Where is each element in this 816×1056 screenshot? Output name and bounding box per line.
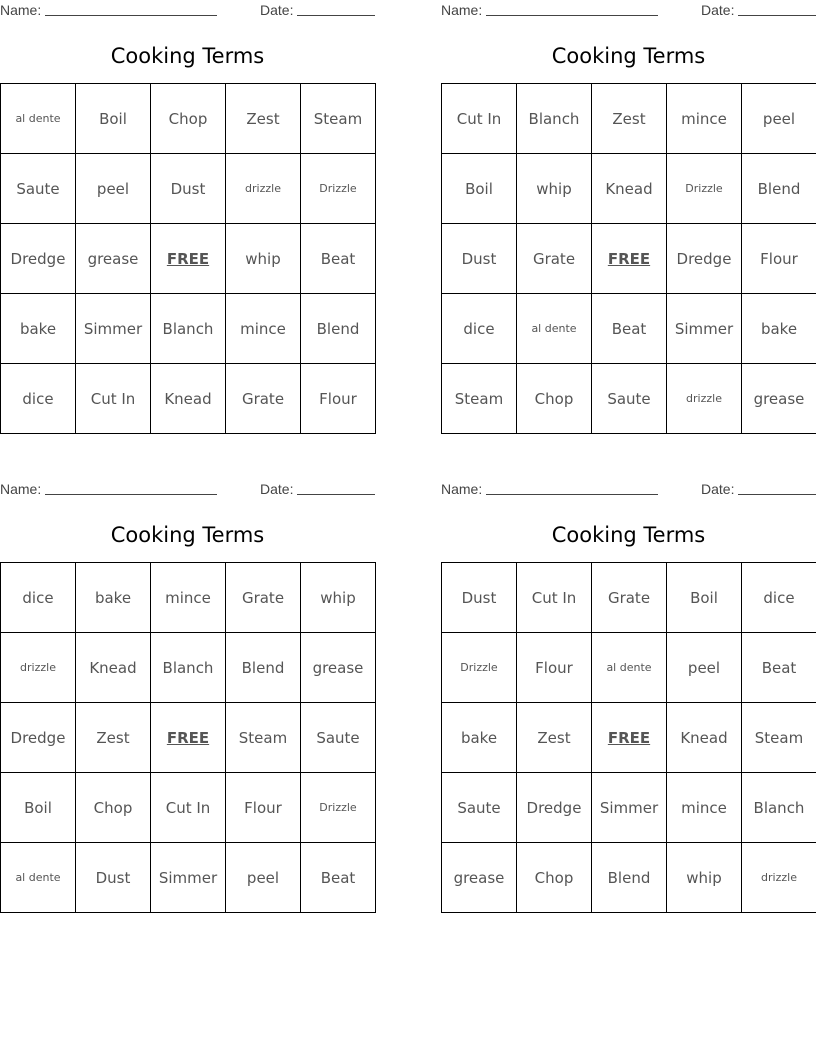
bingo-cell: whip xyxy=(667,843,742,913)
bingo-cell: dice xyxy=(442,294,517,364)
bingo-cell: Beat xyxy=(301,843,376,913)
bingo-cell: Dust xyxy=(442,224,517,294)
bingo-cell: Blanch xyxy=(742,773,816,843)
bingo-cell: drizzle xyxy=(1,633,76,703)
free-space: FREE xyxy=(151,703,226,773)
name-label: Name: xyxy=(0,481,42,497)
bingo-cell: peel xyxy=(742,84,816,154)
bingo-cell: bake xyxy=(76,563,151,633)
date-line xyxy=(297,494,375,495)
bingo-cell: Simmer xyxy=(667,294,742,364)
name-line xyxy=(486,15,658,16)
bingo-cell: Simmer xyxy=(592,773,667,843)
bingo-cell: Blend xyxy=(742,154,816,224)
free-space: FREE xyxy=(151,224,226,294)
bingo-cell: Dredge xyxy=(1,224,76,294)
bingo-cell: mince xyxy=(667,84,742,154)
bingo-cell: mince xyxy=(151,563,226,633)
bingo-cell: Knead xyxy=(151,364,226,434)
bingo-cell: Grate xyxy=(226,364,301,434)
bingo-cell: whip xyxy=(517,154,592,224)
card-header xyxy=(441,479,816,501)
bingo-cell: al dente xyxy=(517,294,592,364)
bingo-cell: Blend xyxy=(592,843,667,913)
card-title: Cooking Terms xyxy=(551,44,706,68)
bingo-card-1 xyxy=(0,0,375,408)
card-header xyxy=(0,479,375,501)
name-label: Name: xyxy=(441,481,483,497)
bingo-cell: Blend xyxy=(301,294,376,364)
bingo-cell: Blanch xyxy=(517,84,592,154)
bingo-cell: Flour xyxy=(517,633,592,703)
date-label: Date: xyxy=(260,2,294,18)
bingo-card-3 xyxy=(0,479,375,887)
bingo-cell: Cut In xyxy=(442,84,517,154)
bingo-cell: peel xyxy=(226,843,301,913)
bingo-cell: Drizzle xyxy=(667,154,742,224)
card-header xyxy=(0,0,375,22)
date-label: Date: xyxy=(701,481,735,497)
bingo-grid xyxy=(0,562,376,913)
name-line xyxy=(45,494,217,495)
bingo-cell: Blanch xyxy=(151,633,226,703)
bingo-cell: Blanch xyxy=(151,294,226,364)
bingo-grid xyxy=(441,562,816,913)
free-space: FREE xyxy=(592,703,667,773)
bingo-cell: Saute xyxy=(592,364,667,434)
bingo-cell: Cut In xyxy=(151,773,226,843)
name-label: Name: xyxy=(441,2,483,18)
bingo-card-2 xyxy=(441,0,816,408)
bingo-cell: Boil xyxy=(442,154,517,224)
bingo-cell: grease xyxy=(742,364,816,434)
bingo-cell: Zest xyxy=(592,84,667,154)
bingo-cell: whip xyxy=(226,224,301,294)
bingo-cell: Chop xyxy=(151,84,226,154)
bingo-cell: grease xyxy=(442,843,517,913)
bingo-cell: Saute xyxy=(301,703,376,773)
bingo-cell: Simmer xyxy=(151,843,226,913)
bingo-cell: Flour xyxy=(301,364,376,434)
bingo-cell: Dust xyxy=(76,843,151,913)
date-line xyxy=(738,494,816,495)
bingo-cell: Steam xyxy=(742,703,816,773)
bingo-cell: Drizzle xyxy=(442,633,517,703)
date-label: Date: xyxy=(701,2,735,18)
bingo-cell: Simmer xyxy=(76,294,151,364)
bingo-cell: bake xyxy=(742,294,816,364)
bingo-cell: peel xyxy=(76,154,151,224)
bingo-cell: Knead xyxy=(76,633,151,703)
date-label: Date: xyxy=(260,481,294,497)
bingo-cell: Chop xyxy=(517,364,592,434)
date-line xyxy=(738,15,816,16)
bingo-cell: Flour xyxy=(226,773,301,843)
bingo-cell: Steam xyxy=(442,364,517,434)
bingo-cell: Chop xyxy=(76,773,151,843)
bingo-cell: Zest xyxy=(226,84,301,154)
name-line xyxy=(486,494,658,495)
card-header xyxy=(441,0,816,22)
free-space: FREE xyxy=(592,224,667,294)
bingo-cell: Zest xyxy=(76,703,151,773)
bingo-cell: Boil xyxy=(1,773,76,843)
bingo-cell: Drizzle xyxy=(301,773,376,843)
bingo-cell: bake xyxy=(1,294,76,364)
bingo-cell: peel xyxy=(667,633,742,703)
bingo-cell: Blend xyxy=(226,633,301,703)
bingo-cell: dice xyxy=(1,563,76,633)
bingo-cell: Saute xyxy=(1,154,76,224)
bingo-cell: Knead xyxy=(667,703,742,773)
bingo-cell: Steam xyxy=(226,703,301,773)
bingo-cell: Steam xyxy=(301,84,376,154)
bingo-cell: Zest xyxy=(517,703,592,773)
bingo-cell: Grate xyxy=(517,224,592,294)
bingo-cell: Boil xyxy=(76,84,151,154)
name-line xyxy=(45,15,217,16)
bingo-cell: Beat xyxy=(592,294,667,364)
bingo-cell: grease xyxy=(76,224,151,294)
bingo-card-4 xyxy=(441,479,816,887)
bingo-grid xyxy=(441,83,816,434)
bingo-cell: Beat xyxy=(742,633,816,703)
card-title: Cooking Terms xyxy=(110,523,265,547)
bingo-cell: al dente xyxy=(592,633,667,703)
bingo-cell: Dust xyxy=(151,154,226,224)
bingo-cell: drizzle xyxy=(742,843,816,913)
bingo-cell: Knead xyxy=(592,154,667,224)
bingo-cell: whip xyxy=(301,563,376,633)
card-title: Cooking Terms xyxy=(110,44,265,68)
bingo-cell: Flour xyxy=(742,224,816,294)
bingo-cell: Grate xyxy=(592,563,667,633)
bingo-cell: bake xyxy=(442,703,517,773)
bingo-cell: grease xyxy=(301,633,376,703)
card-title: Cooking Terms xyxy=(551,523,706,547)
bingo-cell: Saute xyxy=(442,773,517,843)
bingo-cell: al dente xyxy=(1,843,76,913)
bingo-cell: dice xyxy=(742,563,816,633)
bingo-cell: Boil xyxy=(667,563,742,633)
name-label: Name: xyxy=(0,2,42,18)
bingo-cell: Cut In xyxy=(517,563,592,633)
bingo-cell: al dente xyxy=(1,84,76,154)
bingo-cell: Dust xyxy=(442,563,517,633)
bingo-cell: Dredge xyxy=(667,224,742,294)
bingo-cell: Drizzle xyxy=(301,154,376,224)
bingo-cell: drizzle xyxy=(667,364,742,434)
bingo-cell: Dredge xyxy=(1,703,76,773)
bingo-cell: Grate xyxy=(226,563,301,633)
bingo-cell: dice xyxy=(1,364,76,434)
bingo-cell: Beat xyxy=(301,224,376,294)
bingo-cell: Chop xyxy=(517,843,592,913)
bingo-cell: mince xyxy=(667,773,742,843)
date-line xyxy=(297,15,375,16)
bingo-cell: Dredge xyxy=(517,773,592,843)
bingo-cell: Cut In xyxy=(76,364,151,434)
bingo-cell: mince xyxy=(226,294,301,364)
bingo-cell: drizzle xyxy=(226,154,301,224)
bingo-grid xyxy=(0,83,376,434)
